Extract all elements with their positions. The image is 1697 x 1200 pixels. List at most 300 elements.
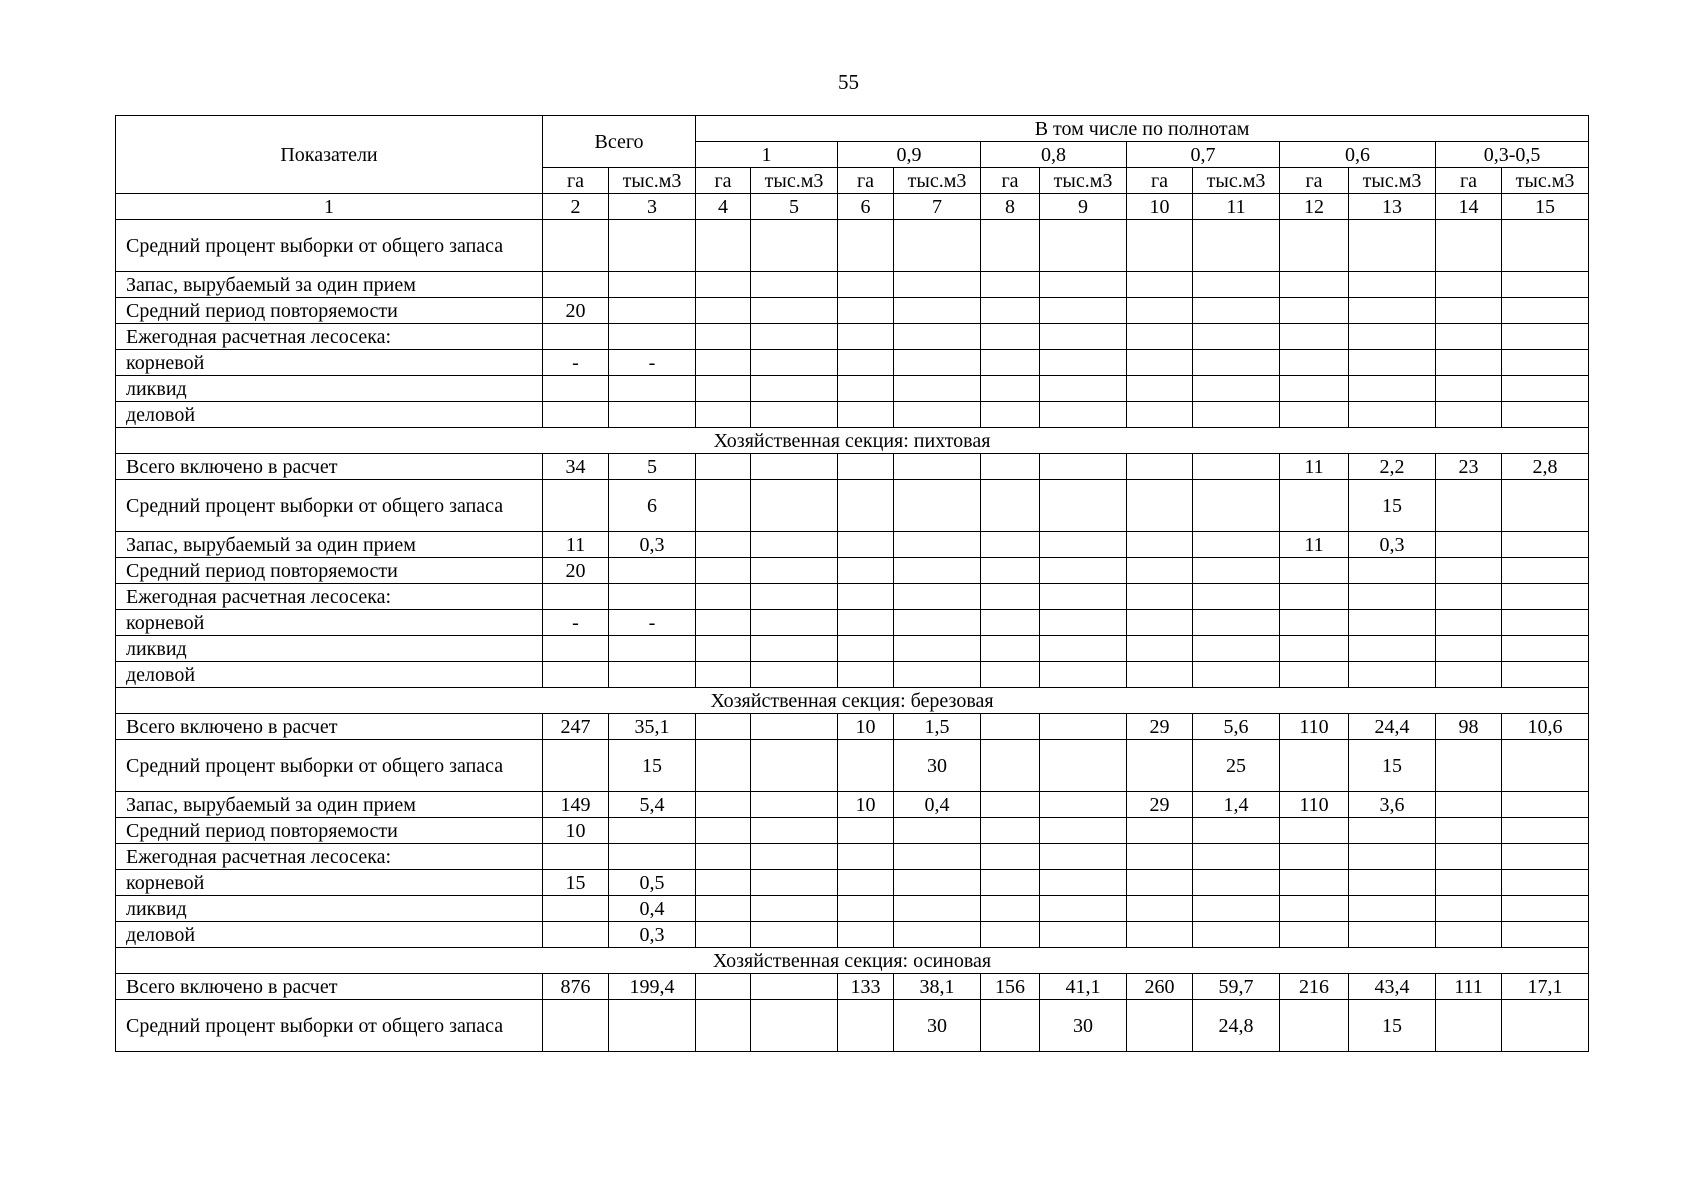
- table-cell: [1127, 272, 1193, 298]
- column-number: 4: [696, 194, 751, 220]
- row-label: корневой: [116, 870, 543, 896]
- table-cell: [543, 272, 609, 298]
- table-cell: [751, 480, 838, 532]
- table-cell: [543, 844, 609, 870]
- table-cell: [696, 1000, 751, 1052]
- table-cell: [838, 662, 894, 688]
- table-cell: [1349, 298, 1436, 324]
- table-row: [116, 584, 1589, 610]
- table-cell: [751, 1000, 838, 1052]
- header-unit-vol: тыс.м3: [1040, 168, 1127, 194]
- table-cell: [696, 272, 751, 298]
- table-cell: [1040, 922, 1127, 948]
- table-cell: [894, 662, 981, 688]
- table-cell: [1280, 272, 1349, 298]
- row-label: деловой: [116, 402, 543, 428]
- table-cell: [981, 818, 1040, 844]
- table-row: [116, 922, 1589, 948]
- table-cell: [1127, 662, 1193, 688]
- table-cell: [1502, 1000, 1589, 1052]
- table-cell: [981, 1000, 1040, 1052]
- table-cell: [1193, 454, 1280, 480]
- table-cell: [838, 402, 894, 428]
- table-cell: [981, 610, 1040, 636]
- table-cell: [1193, 662, 1280, 688]
- table-cell: [1436, 870, 1502, 896]
- table-cell: [609, 324, 696, 350]
- table-cell: [543, 220, 609, 272]
- table-cell: [751, 896, 838, 922]
- table-row: [116, 220, 1589, 272]
- table-cell: 17,1: [1502, 974, 1589, 1000]
- table-row: [116, 974, 1589, 1000]
- row-label: Средний процент выборки от общего запаса: [116, 1000, 543, 1052]
- table-cell: [1193, 272, 1280, 298]
- column-number: 10: [1127, 194, 1193, 220]
- table-cell: 24,8: [1193, 1000, 1280, 1052]
- table-cell: [1502, 558, 1589, 584]
- table-cell: [1193, 480, 1280, 532]
- table-cell: [543, 376, 609, 402]
- table-cell: [1193, 324, 1280, 350]
- table-cell: [1280, 844, 1349, 870]
- table-cell: [751, 298, 838, 324]
- header-total: Всего: [543, 116, 696, 168]
- table-cell: [1280, 662, 1349, 688]
- table-cell: [894, 454, 981, 480]
- table-cell: [751, 220, 838, 272]
- table-cell: [838, 324, 894, 350]
- table-cell: [696, 402, 751, 428]
- table-cell: [1127, 558, 1193, 584]
- page-number: 55: [838, 70, 859, 94]
- header-unit-ha: га: [981, 168, 1040, 194]
- header-unit-ha: га: [696, 168, 751, 194]
- forestry-table: [115, 115, 1589, 1052]
- table-cell: [543, 402, 609, 428]
- header-density: 1: [696, 142, 838, 168]
- table-cell: [981, 844, 1040, 870]
- column-number: 11: [1193, 194, 1280, 220]
- table-cell: [751, 844, 838, 870]
- table-cell: [1127, 298, 1193, 324]
- table-cell: [838, 298, 894, 324]
- table-cell: 260: [1127, 974, 1193, 1000]
- table-cell: [1349, 220, 1436, 272]
- table-cell: 199,4: [609, 974, 696, 1000]
- table-cell: [1280, 558, 1349, 584]
- table-cell: 156: [981, 974, 1040, 1000]
- table-cell: [1040, 714, 1127, 740]
- table-cell: [1127, 870, 1193, 896]
- header-unit-ha: га: [1436, 168, 1502, 194]
- table-cell: [1127, 350, 1193, 376]
- table-cell: [838, 922, 894, 948]
- table-cell: [1040, 844, 1127, 870]
- table-cell: [838, 558, 894, 584]
- table-cell: [1127, 584, 1193, 610]
- table-cell: 247: [543, 714, 609, 740]
- header-density: 0,6: [1280, 142, 1436, 168]
- table-cell: 0,4: [894, 792, 981, 818]
- table-cell: [1280, 1000, 1349, 1052]
- table-cell: [894, 532, 981, 558]
- column-number: 5: [751, 194, 838, 220]
- table-cell: [751, 870, 838, 896]
- table-cell: [1436, 324, 1502, 350]
- table-cell: [981, 454, 1040, 480]
- table-cell: [1502, 350, 1589, 376]
- table-cell: 41,1: [1040, 974, 1127, 1000]
- column-number: 13: [1349, 194, 1436, 220]
- table-cell: [1502, 298, 1589, 324]
- table-cell: [981, 376, 1040, 402]
- table-row: [116, 870, 1589, 896]
- row-label: Средний процент выборки от общего запаса: [116, 220, 543, 272]
- column-number: 15: [1502, 194, 1589, 220]
- table-cell: [1436, 844, 1502, 870]
- table-cell: 0,3: [609, 922, 696, 948]
- column-number: 6: [838, 194, 894, 220]
- table-cell: [751, 818, 838, 844]
- table-cell: [1193, 844, 1280, 870]
- table-cell: 15: [1349, 740, 1436, 792]
- table-cell: [1040, 792, 1127, 818]
- table-cell: [1040, 272, 1127, 298]
- table-cell: [609, 818, 696, 844]
- table-cell: [751, 324, 838, 350]
- table-cell: [696, 220, 751, 272]
- table-cell: [1502, 740, 1589, 792]
- header-unit-vol: тыс.м3: [1502, 168, 1589, 194]
- table-cell: [981, 792, 1040, 818]
- table-cell: [696, 714, 751, 740]
- row-label: корневой: [116, 610, 543, 636]
- row-label: корневой: [116, 350, 543, 376]
- table-cell: [1349, 272, 1436, 298]
- section-title: Хозяйственная секция: пихтовая: [116, 428, 1589, 454]
- table-cell: 35,1: [609, 714, 696, 740]
- table-cell: [1040, 324, 1127, 350]
- table-cell: [981, 662, 1040, 688]
- table-cell: [609, 220, 696, 272]
- table-cell: [751, 454, 838, 480]
- table-cell: [751, 272, 838, 298]
- table-cell: [981, 350, 1040, 376]
- table-cell: 30: [1040, 1000, 1127, 1052]
- table-cell: 43,4: [1349, 974, 1436, 1000]
- table-cell: 0,3: [1349, 532, 1436, 558]
- table-cell: [1040, 818, 1127, 844]
- table-cell: [696, 818, 751, 844]
- table-cell: [894, 610, 981, 636]
- table-cell: 29: [1127, 792, 1193, 818]
- table-cell: [1280, 610, 1349, 636]
- table-cell: [1193, 922, 1280, 948]
- section-row: [116, 428, 1589, 454]
- table-cell: [1280, 922, 1349, 948]
- table-cell: -: [543, 610, 609, 636]
- table-cell: [838, 584, 894, 610]
- table-cell: [1040, 584, 1127, 610]
- table-row: [116, 792, 1589, 818]
- table-row: [116, 896, 1589, 922]
- table-cell: [1193, 376, 1280, 402]
- table-cell: [1127, 636, 1193, 662]
- table-cell: [543, 636, 609, 662]
- table-cell: [1280, 402, 1349, 428]
- table-cell: [1127, 324, 1193, 350]
- table-cell: [1349, 584, 1436, 610]
- table-cell: [1127, 454, 1193, 480]
- table-cell: [1127, 922, 1193, 948]
- table-cell: [1280, 740, 1349, 792]
- table-cell: [894, 636, 981, 662]
- table-cell: [981, 272, 1040, 298]
- table-cell: -: [543, 350, 609, 376]
- table-cell: [1502, 402, 1589, 428]
- table-cell: [1502, 272, 1589, 298]
- table-cell: [1502, 896, 1589, 922]
- row-label: ликвид: [116, 896, 543, 922]
- table-cell: [696, 792, 751, 818]
- table-cell: [1127, 480, 1193, 532]
- table-row: [116, 350, 1589, 376]
- table-cell: [543, 662, 609, 688]
- table-cell: [838, 896, 894, 922]
- row-label: Всего включено в расчет: [116, 454, 543, 480]
- row-label: Средний процент выборки от общего запаса: [116, 740, 543, 792]
- table-cell: [1193, 220, 1280, 272]
- row-label: Запас, вырубаемый за один прием: [116, 272, 543, 298]
- table-cell: [1436, 532, 1502, 558]
- table-cell: [609, 298, 696, 324]
- column-number: 1: [116, 194, 543, 220]
- table-cell: 38,1: [894, 974, 981, 1000]
- table-cell: [1436, 558, 1502, 584]
- column-number: 9: [1040, 194, 1127, 220]
- table-cell: 30: [894, 1000, 981, 1052]
- table-cell: [1193, 870, 1280, 896]
- table-cell: 5,4: [609, 792, 696, 818]
- table-cell: [981, 558, 1040, 584]
- table-cell: 5: [609, 454, 696, 480]
- table-cell: [696, 922, 751, 948]
- table-cell: 2,8: [1502, 454, 1589, 480]
- table-cell: [1436, 636, 1502, 662]
- table-cell: [1280, 818, 1349, 844]
- table-cell: [1349, 558, 1436, 584]
- table-cell: 11: [1280, 454, 1349, 480]
- table-cell: 20: [543, 558, 609, 584]
- table-cell: [1040, 636, 1127, 662]
- table-cell: [1502, 324, 1589, 350]
- table-cell: [894, 844, 981, 870]
- table-cell: [894, 402, 981, 428]
- table-row: [116, 558, 1589, 584]
- table-cell: [543, 324, 609, 350]
- header-unit-vol: тыс.м3: [894, 168, 981, 194]
- table-cell: [751, 558, 838, 584]
- header-unit-ha: га: [838, 168, 894, 194]
- table-cell: [981, 402, 1040, 428]
- table-cell: [696, 324, 751, 350]
- table-cell: [1280, 636, 1349, 662]
- table-cell: 10,6: [1502, 714, 1589, 740]
- table-row: [116, 376, 1589, 402]
- table-row: [116, 610, 1589, 636]
- table-cell: 111: [1436, 974, 1502, 1000]
- table-cell: [696, 636, 751, 662]
- table-cell: 0,4: [609, 896, 696, 922]
- table-row: [116, 662, 1589, 688]
- row-label: деловой: [116, 662, 543, 688]
- table-cell: [696, 558, 751, 584]
- row-label: Средний период повторяемости: [116, 818, 543, 844]
- row-label: Средний процент выборки от общего запаса: [116, 480, 543, 532]
- table-cell: [1040, 532, 1127, 558]
- table-cell: [981, 324, 1040, 350]
- table-cell: [1436, 896, 1502, 922]
- header-unit-ha: га: [543, 168, 609, 194]
- table-cell: [543, 740, 609, 792]
- table-row: [116, 714, 1589, 740]
- table-cell: 10: [543, 818, 609, 844]
- table-cell: [1436, 376, 1502, 402]
- table-cell: [1193, 298, 1280, 324]
- header-unit-ha: га: [1127, 168, 1193, 194]
- table-cell: [894, 298, 981, 324]
- row-label: деловой: [116, 922, 543, 948]
- row-label: ликвид: [116, 376, 543, 402]
- table-cell: 10: [838, 792, 894, 818]
- table-cell: [1280, 584, 1349, 610]
- table-cell: [838, 636, 894, 662]
- column-number: 7: [894, 194, 981, 220]
- table-cell: 10: [838, 714, 894, 740]
- table-cell: [1040, 376, 1127, 402]
- table-row: [116, 454, 1589, 480]
- table-cell: [981, 298, 1040, 324]
- table-cell: 149: [543, 792, 609, 818]
- row-label: Запас, вырубаемый за один прием: [116, 532, 543, 558]
- table-cell: [1193, 818, 1280, 844]
- table-cell: [751, 532, 838, 558]
- table-cell: [1436, 272, 1502, 298]
- table-cell: [1502, 610, 1589, 636]
- row-label: Запас, вырубаемый за один прием: [116, 792, 543, 818]
- table-cell: [1040, 454, 1127, 480]
- table-cell: [1193, 532, 1280, 558]
- table-cell: [696, 376, 751, 402]
- table-cell: [1193, 350, 1280, 376]
- table-cell: [696, 532, 751, 558]
- table-cell: [1436, 662, 1502, 688]
- table-row: [116, 298, 1589, 324]
- header-unit-vol: тыс.м3: [1349, 168, 1436, 194]
- table-cell: [609, 584, 696, 610]
- table-cell: [1193, 636, 1280, 662]
- table-cell: [696, 844, 751, 870]
- table-cell: [838, 870, 894, 896]
- table-cell: [894, 896, 981, 922]
- table-cell: [1280, 298, 1349, 324]
- table-cell: [838, 220, 894, 272]
- table-cell: [838, 350, 894, 376]
- table-cell: [1349, 376, 1436, 402]
- table-cell: [696, 974, 751, 1000]
- table-cell: [751, 636, 838, 662]
- table-cell: [1436, 792, 1502, 818]
- table-cell: [1436, 584, 1502, 610]
- table-cell: [609, 272, 696, 298]
- table-cell: [609, 844, 696, 870]
- table-cell: -: [609, 610, 696, 636]
- table-cell: [696, 350, 751, 376]
- table-row: [116, 402, 1589, 428]
- table-cell: [1436, 480, 1502, 532]
- table-cell: [1127, 220, 1193, 272]
- table-cell: 1,4: [1193, 792, 1280, 818]
- header-unit-vol: тыс.м3: [1193, 168, 1280, 194]
- table-cell: [1127, 740, 1193, 792]
- table-cell: 29: [1127, 714, 1193, 740]
- table-cell: [1502, 376, 1589, 402]
- table-cell: [981, 220, 1040, 272]
- table-cell: [1349, 818, 1436, 844]
- table-cell: [894, 272, 981, 298]
- table-cell: [751, 584, 838, 610]
- table-cell: [1040, 610, 1127, 636]
- table-row: [116, 844, 1589, 870]
- table-row: [116, 740, 1589, 792]
- table-cell: [1502, 922, 1589, 948]
- table-cell: [1280, 324, 1349, 350]
- table-cell: [1280, 896, 1349, 922]
- row-label: Средний период повторяемости: [116, 558, 543, 584]
- table-cell: [838, 1000, 894, 1052]
- table-cell: [696, 740, 751, 792]
- table-cell: [1280, 350, 1349, 376]
- table-cell: -: [609, 350, 696, 376]
- header-unit-ha: га: [1280, 168, 1349, 194]
- header-indicator: Показатели: [116, 116, 543, 194]
- table-row: [116, 1000, 1589, 1052]
- table-cell: 6: [609, 480, 696, 532]
- table-cell: 59,7: [1193, 974, 1280, 1000]
- table-cell: [1280, 870, 1349, 896]
- row-label: Ежегодная расчетная лесосека:: [116, 324, 543, 350]
- table-cell: [1127, 402, 1193, 428]
- table-cell: 1,5: [894, 714, 981, 740]
- table-cell: [1127, 376, 1193, 402]
- table-cell: [696, 298, 751, 324]
- table-cell: [981, 740, 1040, 792]
- table-cell: [751, 350, 838, 376]
- table-cell: [1502, 870, 1589, 896]
- table-cell: [894, 376, 981, 402]
- column-number: 3: [609, 194, 696, 220]
- table-cell: [1127, 1000, 1193, 1052]
- table-cell: [1436, 818, 1502, 844]
- table-cell: [1040, 870, 1127, 896]
- table-cell: 25: [1193, 740, 1280, 792]
- table-cell: [1349, 870, 1436, 896]
- table-cell: [609, 558, 696, 584]
- table-cell: [1502, 818, 1589, 844]
- table-cell: [894, 220, 981, 272]
- table-cell: 876: [543, 974, 609, 1000]
